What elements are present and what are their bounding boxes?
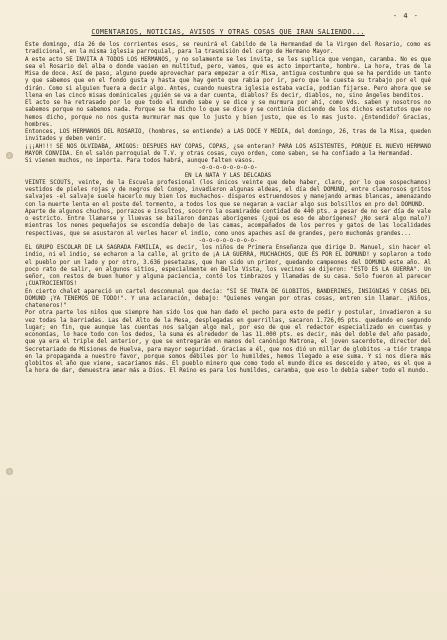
- paragraph: A este acto SE INVITA A TODOS LOS HERMANOS, y no solamente se les invita, se les suplica que vengan, caramba. No es que sea el Rosario del alba o donde vaoien en multitud, pero, vamos, que es acto importante, hombre. La hora, tras de la Misa de doce. Así de paso, alguno puede aprovechar para empezar a oír Misa, antigua costumbre que se ha perdido un tanto y que sabemos que en el fondo gusta y hasta que hay gente que rabia por ir, pero que le cuesta su trabajo por el qué dirán. Como si alguien fuera a decir algo. Antes, cuando nuestra iglesia estaba vacía, podían fijarse. Pero ahora que se llena en las cinco misas dominicales ¿quién se va a dar cuenta, diablos? Es decir, diablos, no, sino ángeles benditos.: [25, 56, 431, 99]
- paragraph: Entonces, LOS HERMANOS DEL ROSARIO, (hombres, se entiende) a LAS DOCE Y MEDIA, del domingo, 26, tras de la Misa, queden invitados y deben venir.: [25, 129, 431, 143]
- body-section-3: [25, 245, 431, 376]
- punch-hole: [6, 152, 13, 159]
- body-section-2: [25, 180, 431, 238]
- paragraph: Por otra parte los niños que siempre han sido los que han dado el pecho para esto de pedir y postular, invadieron a su vez todas la barriadas. Las del Alto de la Mesa, desplegadas en guerrillas, sacaron 1.726,05 pts. quedando en segundo lugar; en fin, que aunque las cuentas nos salgan algo mal, por eso de que el redactor especializado en cuentas y economías, lo hace todo con los dedos, la suma es alrededor de las 11.000 pts. es decir, más del doble del año pasado, que ya era el triple del anterior, y que se entregarán en manos del canónigo Matrona, el joven sacerdote, director del Secretariado de Misiones de Huelva, para mayor seguridad. Gracias a él, que nos dió un millar de globitos -a tiór trampa en la propaganda a nuestro favor, porque somos débiles por lo humildes, hemos llegado a ese suma. Y si nos diera más globitos el año que viene, sacaríamos más. El pueblo minero que como todo el mundo dice es desceido y ateo, es el que a la hora de dar, demuestra amar más a Dios. El Reino es para los humildes, caramba, que eso lo debía saber todo el mundo.: [25, 310, 431, 375]
- paragraph: Si vienen muchos, no importa. Para todos habrá, aunque falten vasos.: [25, 158, 256, 164]
- paragraph: ¡¡¡AH!!! SE NOS OLVIDABA, AMIGOS: DESPUES HAY COPAS, COPAS, ¿se enteran? PARA LOS ASISTENTES, PORQUE EL NUEVO HERMANO MAYOR CONVIDA. En el salón parroquial de T.V. y otras cosas, cuyo orden, como saben, se ha confiado a la Hermandad.: [25, 143, 431, 157]
- section-title: EN LA NATA Y LAS DELCADAS: [184, 172, 272, 179]
- body-section-1: [25, 42, 431, 165]
- separator: -o-o-o-o-o-o-o-o-: [198, 237, 258, 244]
- paragraph: VEINTE SCOUTS, veinte, de la Escuela profesional (los únicos veinte que debe haber, claro, por lo que sospechamos) vestidos de pieles rojas y de negros del Congo, invadieron algunas aldeas, el día del DOMUND, entre clamorosos gritos salvajes -el salvaje suele hacerlo muy bien los muchachos- disparos estruendosos y manejando armas blancas, amenazando con la muerte lenta en el poste del tormento, a todos los que se negaran a vaciar algo sus bolsillos en pro del DOMUND.: [25, 179, 431, 208]
- paragraph: El acto se ha retrasado por lo que todo el mundo sabe y se dice y se murmura por ahí, como Vds. saben y nosotros no sabemos porque no sabemos nada. Porque se ha dicho lo que se dice y se continúa diciendo de los dichos estatutos que no hemos dicho, porque no nos gusta murmurar mas que lo justo y bien justo, que es lo mas justo. ¿Entendido? Gracias, hombres.: [25, 100, 431, 128]
- paragraph: Este domingo, día 26 de los corrientes esos, se reunirá el Cabildo de la Hermandad de la Virgen del Rosario, como es tradicional, en la misma iglesia parroquial, para la trasmisión del cargo de Hermano Mayor.: [25, 42, 431, 56]
- separator: -o-o-o-o-o-o-o-o-: [198, 165, 258, 172]
- paragraph: Aparte de algunos chuchos, porrazos e insultos, socorro la osamiradde contidad de 440 pts. a pesar de no ser día de vale o estricto. Entre llamarse y lluevas se bailaron danzas aborígenes (¿qué os eso de aborígenes? ¿No será algo malo?) mientras los nenes pequeñajos se escondía debajo de las camas, acompañados de los perros y gatos de las localidades respectivas, que se asustaron al verles hacer el indio, como unos apaches así de grandes, pero muchomás grandes...: [25, 208, 431, 237]
- page-title: COMENTARIOS, NOTICIAS, AVISOS Y OTRAS COSAS QUE IRAN SALIENDO...: [91, 28, 365, 36]
- paragraph: En cierto chalet apareció un cartel descomunal que decía: "SI SE TRATA DE GLOBITOS, BANDERINES, INSIGNIAS Y COSAS DEL DOMUND ¡YA TENEMOS DE TODO!". Y una aclaración, debajo: "Quienes vengan por otras cosas, entren sin llamar. ¡Niños, chateneros!": [25, 288, 431, 309]
- page-number: - 4 -: [392, 12, 419, 20]
- paragraph: EL GRUPO ESCOLAR DE LA SAGRADA FAMILIA, es decir, los niños de Primera Enseñanza que dirige D. Manuel, sin hacer el indio, ni el indio, se echaron a la calle, al grito de ¡A LA GUERRA, MUCHACHOS, QUE ES POR EL DOMUND! y soplaron a todo el pueblo por un lado y por otro, 3.636 pesetazas, que han sido un primor, quedando campeones del DOMUND este año. Al poco rato de salir, en algunos sitios, especialmente en Bella Vista, los vecinos se dijeron: "ESTO ES LA GUERRA". Un señor, con restos de buen humor y alguna paciencia, contó los timbrazos y llamadas de su casa. Solo fueron al parecer ¡CUATROCIENTOS!: [25, 245, 431, 288]
- punch-hole: [6, 468, 13, 475]
